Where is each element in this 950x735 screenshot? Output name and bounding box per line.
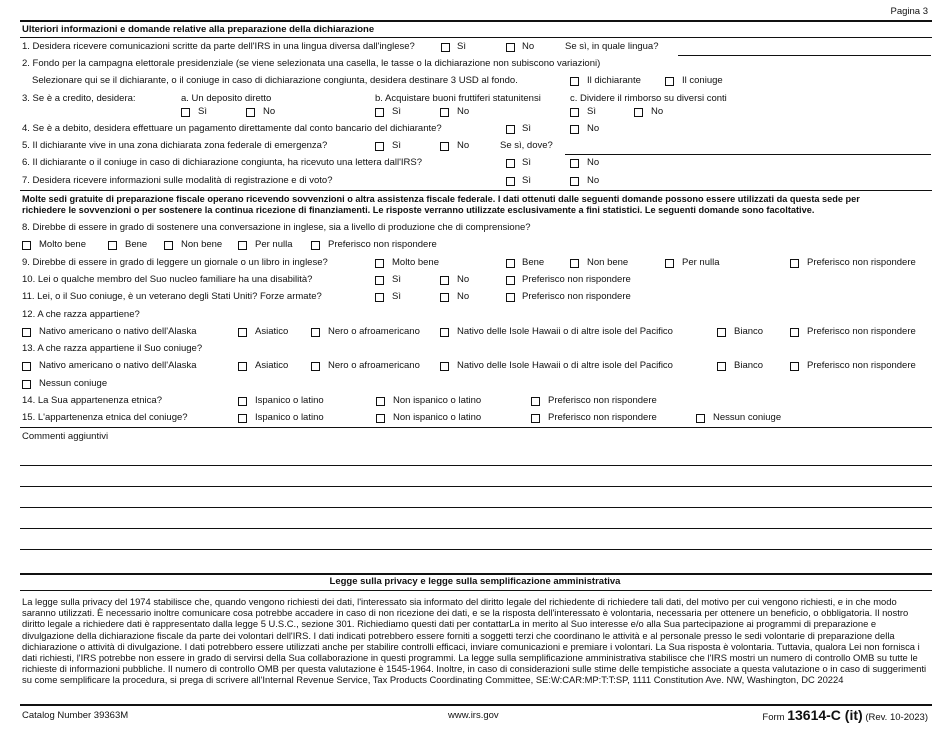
comments-line-2[interactable] bbox=[20, 486, 932, 487]
q13-opt-6-checkbox[interactable] bbox=[790, 362, 799, 371]
q5-where-input[interactable] bbox=[565, 154, 931, 155]
q9-opt-1-checkbox[interactable] bbox=[375, 259, 384, 268]
comments-line-1[interactable] bbox=[20, 465, 932, 466]
q3-c-yes-checkbox[interactable] bbox=[570, 108, 579, 117]
form-prefix: Form bbox=[762, 712, 785, 723]
q12-opt-1-label: Nativo americano o nativo dell'Alaska bbox=[39, 326, 197, 337]
q1-yes-label: Sì bbox=[457, 41, 466, 52]
q9-opt-1-label: Molto bene bbox=[392, 257, 440, 268]
q12-text: 12. A che razza appartiene? bbox=[22, 309, 140, 320]
q11-yes-label: Sì bbox=[392, 291, 401, 302]
q4-text: 4. Se è a debito, desidera effettuare un pagamento direttamente dal conto bancario del dichiarante? bbox=[22, 123, 442, 134]
privacy-body: La legge sulla privacy del 1974 stabilisce che, quando vengono richiesti dei dati, l'interessato sia informato del diritto legale del richiedente di richiedere tali dati, del motivo per cui vengono richiesti, e in che modo saranno utilizzati. È necessario inoltre comunicare cosa potrebbe accadere in caso di non ricezione dei dati, e se la risposta dell'interessato è volontaria, necessaria per ottenere un beneficio, o obbligatoria. Il nostro diritto legale a richiedere dati è rappresentato dalla legge 5 U.S.C., sezione 301. Richiediamo questi dati per contattarLa in merito al Suo interesse e/o alla Sua partecipazione ai programmi di preparazione e divulgazione della dichiarazione fiscale da parte dei volontari dell'IRS. I dati indicati potrebbero essere forniti a soggetti terzi che coordinano le attività e al personale presso le sedi volontarie di preparazione della dichiarazione o attività di divulgazione. I dati potrebbero essere utilizzati anche per stabilire controlli efficaci, inviare comunicazioni e premiare i volontari. La Sua risposta è volontaria. Tuttavia, qualora Lei non fornisca i dati richiesti, l'IRS potrebbe non essere in grado di servirsi della Sua collaborazione in questi programmi. La legge sulla semplificazione amministrativa stabilisce che l'IRS mostri un numero di controllo OMB su tutte le richieste di informazioni pubbliche. Il numero di controllo OMB per questa valutazione è 1545-1964. Inoltre, in caso di considerazioni sulle stime delle tempistiche associate a questa valutazione o in caso di suggerimenti su come semplificare la procedura, si prega di scrivere all'Internal Revenue Service, Tax Products Coordinating Committee, SE:W:CAR:MP:T:T:SP, 1111 Constitution Ave. NW, Washington, DC 20224 bbox=[22, 596, 927, 686]
q8-opt-5-checkbox[interactable] bbox=[311, 241, 320, 250]
q3-a-no-label: No bbox=[263, 106, 276, 117]
q13-opt-4-label: Nativo delle Isole Hawaii o di altre isole del Pacifico bbox=[457, 360, 673, 371]
q3-a-no-checkbox[interactable] bbox=[246, 108, 255, 117]
comments-label: Commenti aggiuntivi bbox=[22, 431, 109, 442]
q1-language-input[interactable] bbox=[678, 55, 931, 56]
q5-no-checkbox[interactable] bbox=[440, 142, 449, 151]
q6-no-checkbox[interactable] bbox=[570, 159, 579, 168]
q5-no-label: No bbox=[457, 140, 470, 151]
q4-no-checkbox[interactable] bbox=[570, 125, 579, 134]
q12-opt-6-label: Preferisco non rispondere bbox=[807, 326, 916, 337]
q10-prefer-not-label: Preferisco non rispondere bbox=[522, 274, 631, 285]
q9-opt-3-checkbox[interactable] bbox=[570, 259, 579, 268]
q12-opt-5-label: Bianco bbox=[734, 326, 764, 337]
form-revision: (Rev. 10-2023) bbox=[865, 712, 928, 723]
q5-yes-label: Sì bbox=[392, 140, 401, 151]
q14-opt-2-label: Non ispanico o latino bbox=[393, 395, 482, 406]
q4-no-label: No bbox=[587, 123, 600, 134]
q9-opt-4-label: Per nulla bbox=[682, 257, 720, 268]
q6-text: 6. Il dichiarante o il coniuge in caso di dichiarazione congiunta, ha ricevuto una lettera dall'IRS? bbox=[22, 157, 423, 168]
q13-opt-3-label: Nero o afroamericano bbox=[328, 360, 420, 371]
q15-opt-3-label: Preferisco non rispondere bbox=[548, 412, 657, 423]
q8-opt-2-label: Bene bbox=[125, 239, 148, 250]
q3-b-no-label: No bbox=[457, 106, 470, 117]
q1-no-checkbox[interactable] bbox=[506, 43, 515, 52]
notice-line-2: richiedere le sovvenzioni o per sostenere la continua ricezione di finanziamenti. Le risposte verranno utilizzate esclusivamente a fini statistici. Le seguenti domande sono facoltative. bbox=[22, 205, 815, 215]
privacy-title: Legge sulla privacy e legge sulla semplificazione amministrativa bbox=[329, 576, 621, 587]
q13-text: 13. A che razza appartiene il Suo coniuge? bbox=[22, 343, 203, 354]
q13-opt-4-checkbox[interactable] bbox=[440, 362, 449, 371]
q6-no-label: No bbox=[587, 157, 600, 168]
q14-text: 14. La Sua appartenenza etnica? bbox=[22, 395, 162, 406]
q2-spouse-checkbox[interactable] bbox=[665, 77, 674, 86]
q3-a-label: a. Un deposito diretto bbox=[181, 93, 272, 104]
notice-rule bbox=[20, 190, 932, 191]
q13-opt-2-checkbox[interactable] bbox=[238, 362, 247, 371]
q7-yes-checkbox[interactable] bbox=[506, 177, 515, 186]
q6-yes-checkbox[interactable] bbox=[506, 159, 515, 168]
q6-yes-label: Sì bbox=[522, 157, 531, 168]
privacy-rule bbox=[20, 590, 932, 591]
q12-opt-1-checkbox[interactable] bbox=[22, 328, 31, 337]
form-number: 13614-C (it) bbox=[787, 707, 863, 723]
q13-opt-2-label: Asiatico bbox=[255, 360, 289, 371]
q3-a-yes-checkbox[interactable] bbox=[181, 108, 190, 117]
q8-opt-1-label: Molto bene bbox=[39, 239, 87, 250]
notice-line-1: Molte sedi gratuite di preparazione fiscale operano ricevendo sovvenzioni o altra assistenza fiscale federale. I dati ottenuti dalle seguenti domande possono essere utilizzati da questa sede per bbox=[22, 194, 860, 204]
q7-yes-label: Sì bbox=[522, 175, 531, 186]
comments-rule-top bbox=[20, 427, 932, 428]
q12-opt-3-checkbox[interactable] bbox=[311, 328, 320, 337]
q9-opt-5-checkbox[interactable] bbox=[790, 259, 799, 268]
q13-opt-3-checkbox[interactable] bbox=[311, 362, 320, 371]
q3-b-yes-checkbox[interactable] bbox=[375, 108, 384, 117]
q3-a-yes-label: Sì bbox=[198, 106, 207, 117]
q10-prefer-not-checkbox[interactable] bbox=[506, 276, 515, 285]
q14-opt-3-checkbox[interactable] bbox=[531, 397, 540, 406]
form-id bbox=[762, 707, 928, 726]
q13-opt-6-label: Preferisco non rispondere bbox=[807, 360, 916, 371]
q14-opt-1-label: Ispanico o latino bbox=[255, 395, 324, 406]
q10-no-checkbox[interactable] bbox=[440, 276, 449, 285]
q15-opt-1-checkbox[interactable] bbox=[238, 414, 247, 423]
q7-text: 7. Desidera ricevere informazioni sulle modalità di registrazione e di voto? bbox=[22, 175, 333, 186]
q8-text: 8. Direbbe di essere in grado di sostenere una conversazione in inglese, sia a livello di produzione che di comprensione? bbox=[22, 222, 531, 233]
q2-text: 2. Fondo per la campagna elettorale presidenziale (se viene selezionata una casella, le tasse o la dichiarazione non subiscono variazioni) bbox=[22, 58, 601, 69]
q1-text: 1. Desidera ricevere comunicazioni scritte da parte dell'IRS in una lingua diversa dall'inglese? bbox=[22, 41, 415, 52]
q2-spouse-label: Il coniuge bbox=[682, 75, 723, 86]
q9-opt-2-label: Bene bbox=[522, 257, 545, 268]
q8-opt-2-checkbox[interactable] bbox=[108, 241, 117, 250]
q12-opt-4-checkbox[interactable] bbox=[440, 328, 449, 337]
q8-opt-4-checkbox[interactable] bbox=[238, 241, 247, 250]
catalog-number: Catalog Number 39363M bbox=[22, 710, 129, 721]
q3-c-yes-label: Sì bbox=[587, 106, 596, 117]
comments-line-5[interactable] bbox=[20, 549, 932, 550]
q7-no-label: No bbox=[587, 175, 600, 186]
q10-yes-checkbox[interactable] bbox=[375, 276, 384, 285]
q13-opt-5-label: Bianco bbox=[734, 360, 764, 371]
q11-yes-checkbox[interactable] bbox=[375, 293, 384, 302]
q9-opt-3-label: Non bene bbox=[587, 257, 629, 268]
privacy-rule-top bbox=[20, 573, 932, 575]
q12-opt-2-checkbox[interactable] bbox=[238, 328, 247, 337]
q13-no-spouse-label: Nessun coniuge bbox=[39, 378, 108, 389]
q11-no-checkbox[interactable] bbox=[440, 293, 449, 302]
q10-no-label: No bbox=[457, 274, 470, 285]
q3-c-label: c. Dividere il rimborso su diversi conti bbox=[570, 93, 727, 104]
q3-c-no-checkbox[interactable] bbox=[634, 108, 643, 117]
q8-opt-3-label: Non bene bbox=[181, 239, 223, 250]
q2-subtext: Selezionare qui se il dichiarante, o il coniuge in caso di dichiarazione congiunta, desidera destinare 3 USD al fondo. bbox=[32, 75, 518, 86]
q9-opt-4-checkbox[interactable] bbox=[665, 259, 674, 268]
q1-no-label: No bbox=[522, 41, 535, 52]
page-number: Pagina 3 bbox=[890, 6, 928, 17]
q13-opt-1-label: Nativo americano o nativo dell'Alaska bbox=[39, 360, 197, 371]
q12-opt-4-label: Nativo delle Isole Hawaii o di altre isole del Pacifico bbox=[457, 326, 673, 337]
q3-b-yes-label: Sì bbox=[392, 106, 401, 117]
q14-opt-2-checkbox[interactable] bbox=[376, 397, 385, 406]
q8-opt-1-checkbox[interactable] bbox=[22, 241, 31, 250]
q3-c-no-label: No bbox=[651, 106, 664, 117]
q2-declarant-checkbox[interactable] bbox=[570, 77, 579, 86]
q5-where-label: Se sì, dove? bbox=[500, 140, 553, 151]
q12-opt-2-label: Asiatico bbox=[255, 326, 289, 337]
q15-opt-3-checkbox[interactable] bbox=[531, 414, 540, 423]
comments-line-4[interactable] bbox=[20, 528, 932, 529]
q13-opt-1-checkbox[interactable] bbox=[22, 362, 31, 371]
section-title: Ulteriori informazioni e domande relative alla preparazione della dichiarazione bbox=[22, 24, 375, 35]
q12-opt-3-label: Nero o afroamericano bbox=[328, 326, 420, 337]
q4-yes-checkbox[interactable] bbox=[506, 125, 515, 134]
q15-opt-4-label: Nessun coniuge bbox=[713, 412, 782, 423]
website: www.irs.gov bbox=[448, 710, 499, 721]
q15-opt-2-label: Non ispanico o latino bbox=[393, 412, 482, 423]
section-rule bbox=[20, 37, 932, 38]
comments-line-3[interactable] bbox=[20, 507, 932, 508]
q8-opt-5-label: Preferisco non rispondere bbox=[328, 239, 437, 250]
q9-text: 9. Direbbe di essere in grado di leggere un giornale o un libro in inglese? bbox=[22, 257, 328, 268]
q9-opt-2-checkbox[interactable] bbox=[506, 259, 515, 268]
q15-opt-4-checkbox[interactable] bbox=[696, 414, 705, 423]
q9-opt-5-label: Preferisco non rispondere bbox=[807, 257, 916, 268]
top-rule bbox=[20, 20, 932, 22]
q10-yes-label: Sì bbox=[392, 274, 401, 285]
q11-text: 11. Lei, o il Suo coniuge, è un veterano degli Stati Uniti? Forze armate? bbox=[22, 291, 322, 302]
q14-opt-3-label: Preferisco non rispondere bbox=[548, 395, 657, 406]
q4-yes-label: Sì bbox=[522, 123, 531, 134]
q15-opt-1-label: Ispanico o latino bbox=[255, 412, 324, 423]
q7-no-checkbox[interactable] bbox=[570, 177, 579, 186]
q15-opt-2-checkbox[interactable] bbox=[376, 414, 385, 423]
q5-yes-checkbox[interactable] bbox=[375, 142, 384, 151]
q1-yes-checkbox[interactable] bbox=[441, 43, 450, 52]
q3-b-no-checkbox[interactable] bbox=[440, 108, 449, 117]
q5-text: 5. Il dichiarante vive in una zona dichiarata zona federale di emergenza? bbox=[22, 140, 328, 151]
q11-prefer-not-checkbox[interactable] bbox=[506, 293, 515, 302]
q13-opt-5-checkbox[interactable] bbox=[717, 362, 726, 371]
q12-opt-5-checkbox[interactable] bbox=[717, 328, 726, 337]
q3-text: 3. Se è a credito, desidera: bbox=[22, 93, 136, 104]
q10-text: 10. Lei o qualche membro del Suo nucleo familiare ha una disabilità? bbox=[22, 274, 313, 285]
q13-no-spouse-checkbox[interactable] bbox=[22, 380, 31, 389]
q12-opt-6-checkbox[interactable] bbox=[790, 328, 799, 337]
q11-prefer-not-label: Preferisco non rispondere bbox=[522, 291, 631, 302]
q15-text: 15. L'appartenenza etnica del coniuge? bbox=[22, 412, 188, 423]
q2-declarant-label: Il dichiarante bbox=[587, 75, 641, 86]
q1-language-label: Se sì, in quale lingua? bbox=[565, 41, 659, 52]
q8-opt-3-checkbox[interactable] bbox=[164, 241, 173, 250]
q3-b-label: b. Acquistare buoni fruttiferi statunitensi bbox=[375, 93, 541, 104]
footer-rule bbox=[20, 704, 932, 706]
q11-no-label: No bbox=[457, 291, 470, 302]
q14-opt-1-checkbox[interactable] bbox=[238, 397, 247, 406]
q8-opt-4-label: Per nulla bbox=[255, 239, 293, 250]
